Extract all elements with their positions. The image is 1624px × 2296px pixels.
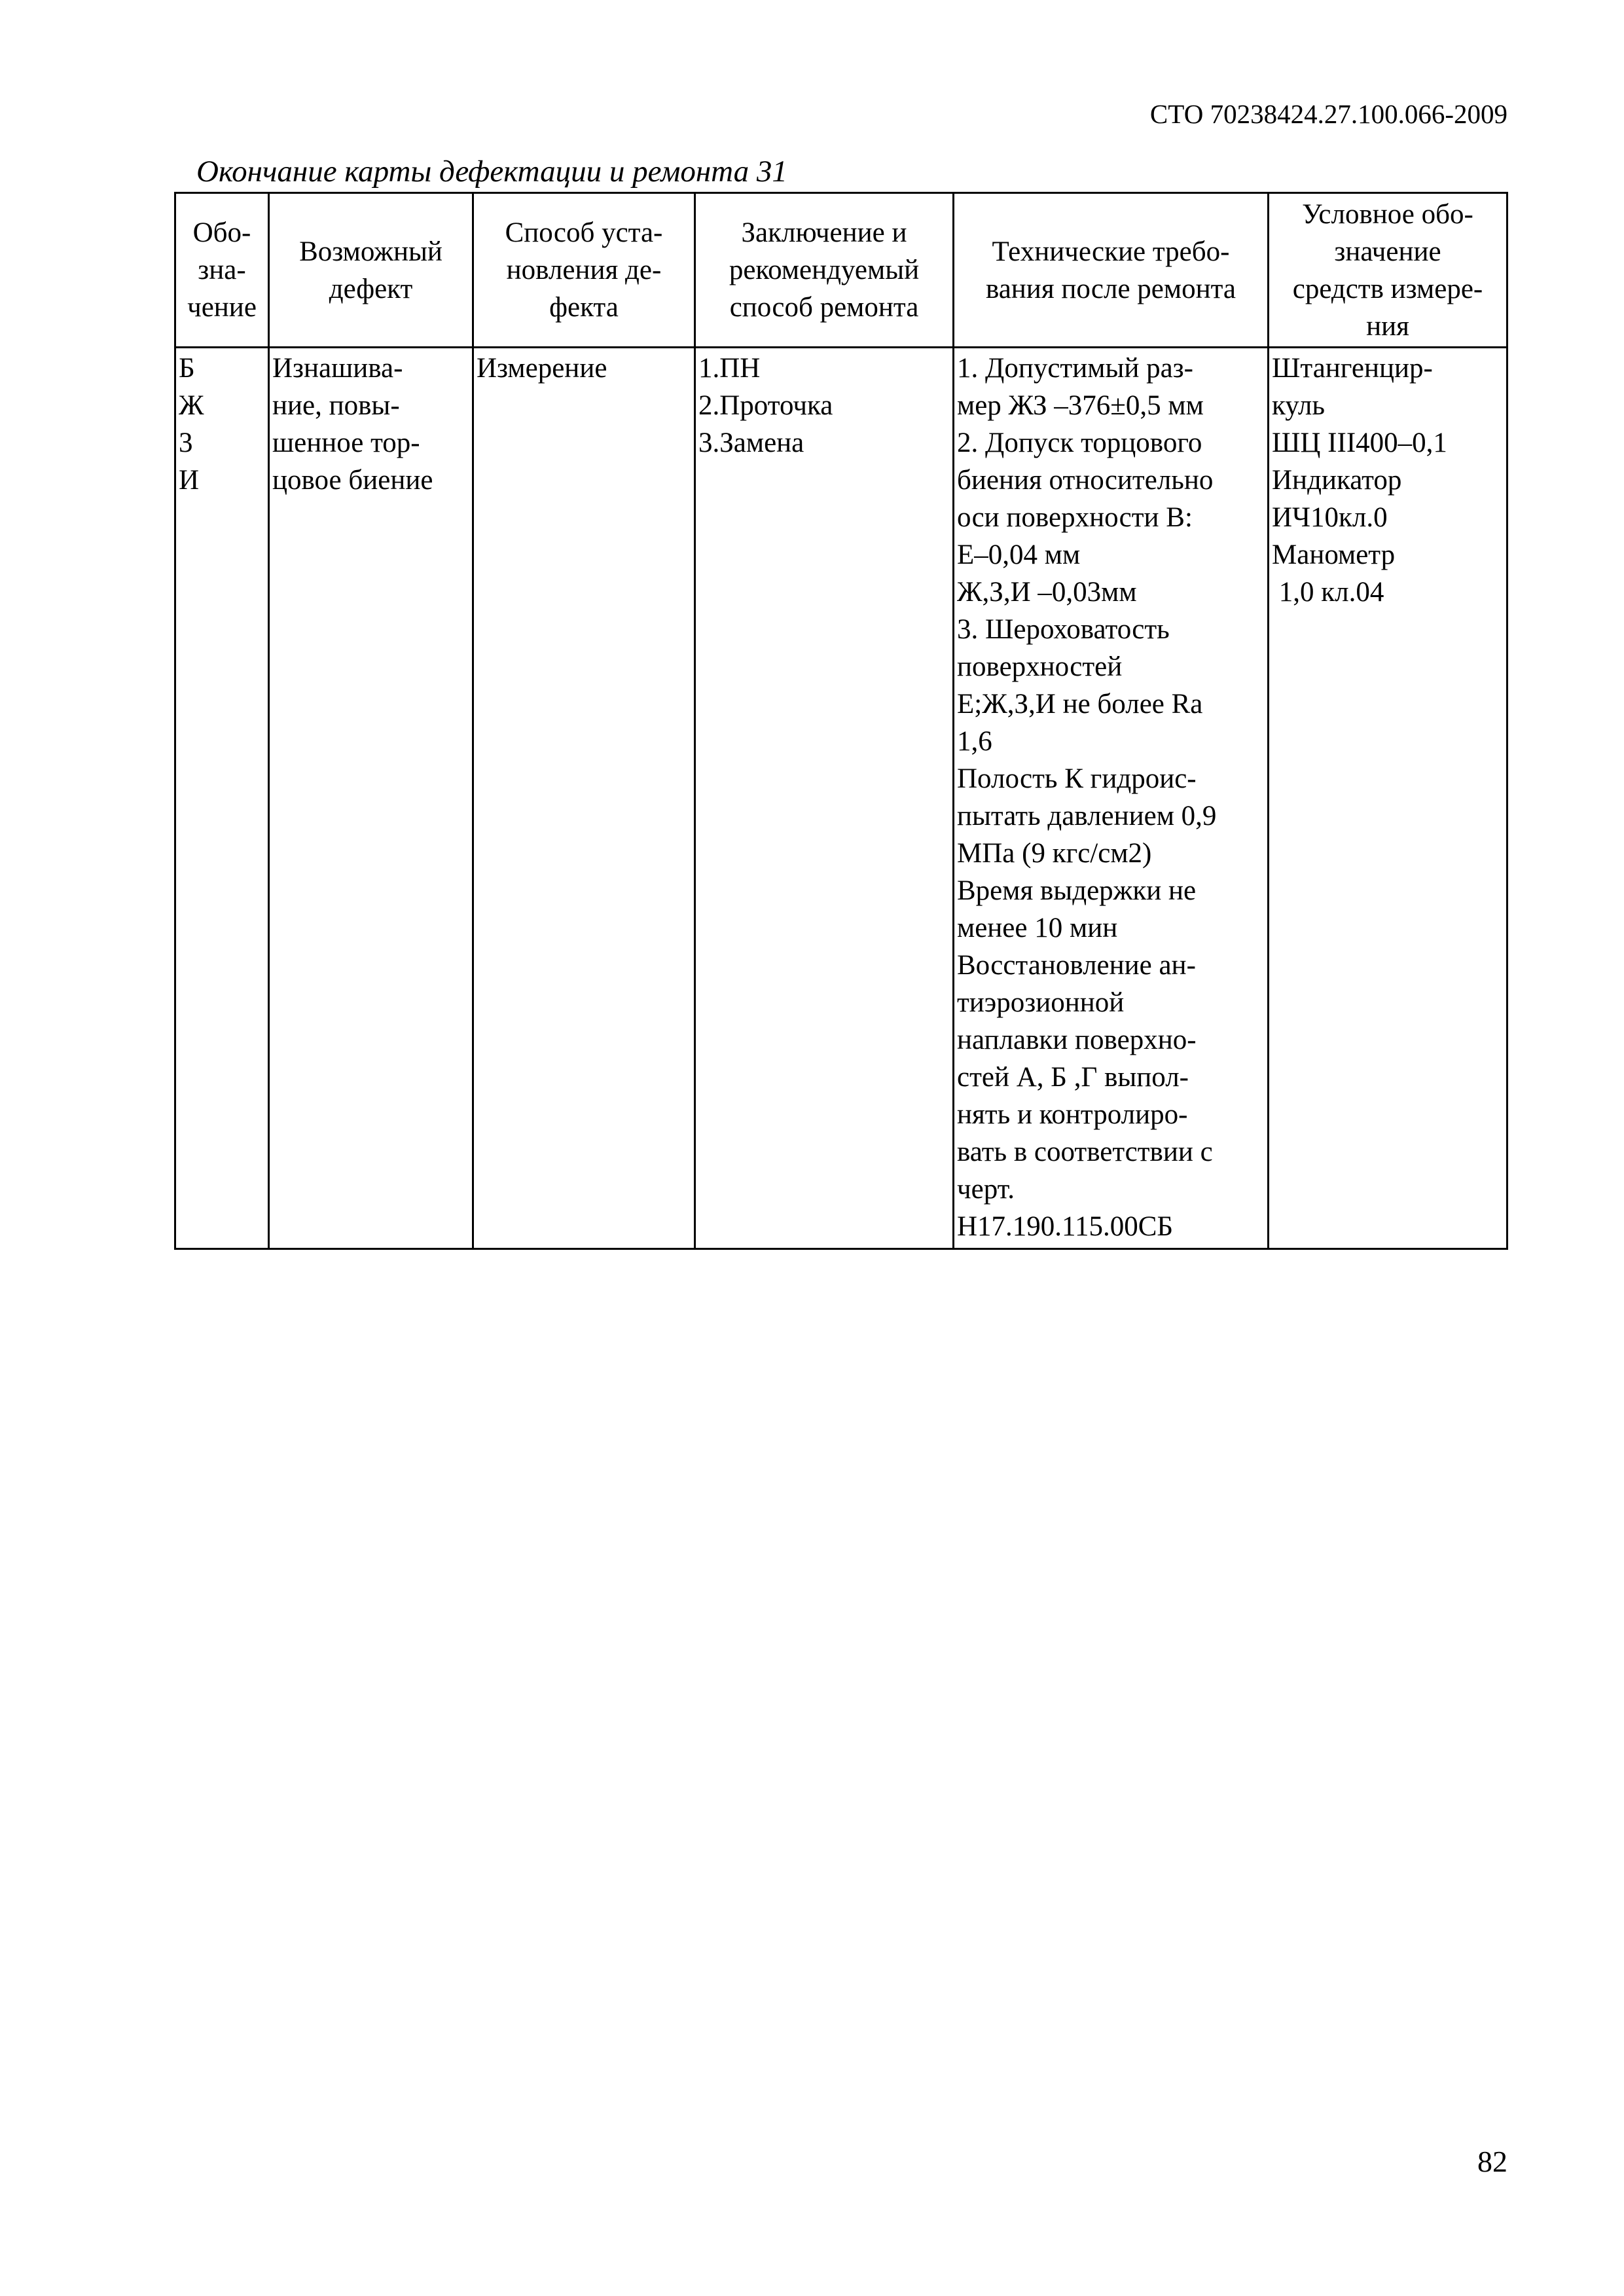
cell-line: Условное обо- (1302, 198, 1473, 230)
cell-line: Восстановление ан- (957, 950, 1196, 981)
cell-line: ния (1366, 310, 1409, 342)
cell-line: 3. Шероховатость (957, 614, 1170, 645)
cell-defect (269, 348, 473, 1249)
cell-line: Изнашива- (272, 353, 403, 384)
cell-line: оси поверхности В: (957, 502, 1193, 533)
cell-line: 1.ПН (698, 353, 761, 384)
cell-line: И (179, 465, 200, 496)
cell-measuring-instruments (1269, 348, 1507, 1249)
cell-line: чение (187, 292, 257, 323)
cell-line: 2.Проточка (698, 390, 833, 421)
header-conclusion-repair-method (695, 193, 954, 348)
cell-line: Ж (179, 390, 204, 421)
cell-line: МПа (9 кгс/см2) (957, 838, 1152, 869)
cell-line: дефект (329, 273, 413, 304)
cell-line: Е–0,04 мм (957, 539, 1081, 570)
cell-line: вать в соответствии с (957, 1137, 1213, 1167)
cell-line: 1,6 (957, 726, 992, 757)
cell-line: 1. Допустимый раз- (957, 353, 1193, 384)
cell-line: 1,0 кл.04 (1272, 577, 1384, 608)
cell-line: Е;Ж,З,И не более Ra (957, 689, 1203, 720)
cell-line: Ж,З,И –0,03мм (957, 577, 1137, 608)
cell-line: 2. Допуск торцового (957, 428, 1202, 458)
document-code: СТО 70238424.27.100.066-2009 (1149, 99, 1507, 129)
defect-repair-table (174, 192, 1508, 1250)
cell-line: Измерение (477, 353, 607, 384)
cell-line: Обо- (192, 217, 251, 248)
cell-line: вания после ремонта (985, 273, 1236, 304)
table-caption: Окончание карты дефектации и ремонта 31 (196, 155, 787, 189)
cell-line: менее 10 мин (957, 913, 1118, 943)
cell-line: стей А, Б ,Г выпол- (957, 1062, 1189, 1093)
table-row (175, 348, 1507, 1249)
cell-line: Время выдержки не (957, 875, 1197, 906)
cell-technical-requirements (954, 348, 1269, 1249)
cell-line: Способ уста- (505, 217, 663, 248)
cell-line: Штангенцир- (1272, 353, 1433, 384)
cell-line: 3.Замена (698, 428, 804, 458)
cell-line: пытать давлением 0,9 (957, 801, 1217, 831)
cell-line: Заключение и (741, 217, 907, 248)
header-designation (175, 193, 269, 348)
cell-line: биения относительно (957, 465, 1214, 496)
cell-designation (175, 348, 269, 1249)
cell-line: тиэрозионной (957, 987, 1125, 1018)
cell-line: ИЧ10кл.0 (1272, 502, 1388, 533)
cell-line: Б (179, 353, 195, 384)
cell-line: зна- (198, 255, 246, 285)
cell-line: фекта (549, 292, 619, 323)
cell-line: мер ЖЗ –376±0,5 мм (957, 390, 1204, 421)
cell-line: куль (1272, 390, 1325, 421)
cell-line: способ ремонта (729, 292, 919, 323)
cell-line: наплавки поверхно- (957, 1025, 1197, 1055)
cell-line: Н17.190.115.00СБ (957, 1211, 1174, 1242)
cell-detection-method (473, 348, 695, 1249)
table-header-row (175, 193, 1507, 348)
cell-line: Полость К гидроис- (957, 763, 1197, 794)
header-detection-method (473, 193, 695, 348)
header-possible-defect (269, 193, 473, 348)
cell-line: поверхностей (957, 651, 1123, 682)
cell-line: рекомендуемый (729, 255, 920, 285)
cell-line: ШЦ III400–0,1 (1272, 428, 1447, 458)
cell-line: средств измере- (1292, 273, 1483, 304)
cell-line: значение (1334, 236, 1441, 267)
header-measuring-instruments (1269, 193, 1507, 348)
cell-line: новления де- (506, 255, 662, 285)
cell-line: 3 (179, 428, 193, 458)
cell-line: Манометр (1272, 539, 1396, 570)
cell-line: Технические требо- (992, 236, 1230, 267)
cell-line: ние, повы- (272, 390, 400, 421)
cell-line: черт. (957, 1174, 1015, 1205)
cell-line: шенное тор- (272, 428, 420, 458)
cell-line: цовое биение (272, 465, 433, 496)
cell-repair-method (695, 348, 954, 1249)
cell-line: нять и контролиро- (957, 1099, 1188, 1130)
cell-line: Возможный (299, 236, 442, 267)
header-technical-requirements (954, 193, 1269, 348)
page-number: 82 (1477, 2145, 1507, 2178)
cell-line: Индикатор (1272, 465, 1402, 496)
